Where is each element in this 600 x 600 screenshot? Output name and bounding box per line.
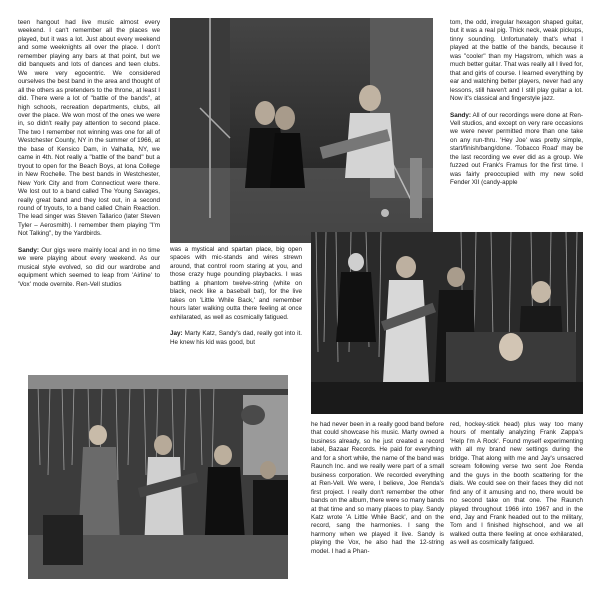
paragraph-text: was a mystical and spartan place, big open spaces with mic-stands and wires strewn around, that control room staring at you, and those crazy huge pounding playbacks. I was battling a phantom twelve-string (white on black, neck like a baseball bat), for the live takes on 'Little While Back,' and remember hours later walking outta there feeling at once exhilarated, as well as cosmically fatigued.	[170, 246, 302, 321]
speaker-label: Sandy:	[450, 111, 471, 119]
paragraph-text: red, hockey-stick head) plus way too many hours of mentally analyzing Frank Zappa's 'Help I'm A Rock'. Found myself experimenting with all my brand new settings during the bridge. That along with me and Jay's unsacred scream following verse two sent Joe Renda and the guys in the booth scattering for the dials. We could see on their faces they did not find any of it amusing and no, there would be no second take on that one. The Raunch played throughout 1966 into 1967 and in the end, Jay and Frank headed out to the military, Tom and I finished highschool, and we all walked outta there feeling at once exhilarated, as well as cosmically fatigued.	[450, 421, 583, 547]
paragraph-1	[18, 19, 160, 239]
paragraph-text: Our gigs were mainly local and in no time we were playing about every weekend. As our musical style evolved, so did our wardrobe and equipment which seemed to leap from 'Airline' to 'Vox' mode overnite. Ren-Vell studios	[18, 246, 160, 288]
paragraph-text: Marty Katz, Sandy's dad, really got into it. He knew his kid was good, but	[170, 330, 302, 346]
text-column-3-bottom	[450, 421, 583, 586]
paragraph-1	[311, 421, 444, 556]
photo-band-live-gig	[28, 375, 288, 579]
paragraph-text: teen hangout had live music almost every weekend. I can't remember all the places we played, but it was a lot. Just about every weekend and some weeknights all over the place. I don't remember playing any bars at that point, but we did banquets and lots of dances and teen clubs. We were very egocentric. We considered ourselves the best band in the area and thought of all the others as pretenders to the throne, at least I did. There were a lot of "battle of the bands", at high schools, recreation departments, clubs, all over the place. We won most of the ones we were in, so didn't really pay attention to second place. The two I remember not winning was one for all of Westchester County, NY in the summer of 1966, at the base of Kensico Dam, in Valhalla, NY, we came in 4th. Not really a "battle of the band" but a tryout to open for the Beach Boys, at Iona College in New Rochelle. The best bands in Westchester, New York City and from Connecticut were there. We lost out to a band called The Young Savages, really great band and they lost out, in a second round of tryouts, to a band called Chain Reaction. The lead singer was Steven Tallarico (later Steven Tyler – Aerosmith). I remember them playing "I'm Not Talking", by the Yardbirds.	[18, 19, 160, 238]
paragraph-1	[450, 19, 583, 104]
paragraph-text: All of our recordings were done at Ren-Vell studios, and except on very rare occasions we were never permitted more than one take on any run-thru. 'Hey Joe' was pretty simple, start/finish/bang/done. 'Tobacco Road' may be the last recording we ever did as a group. We fuzzed out Frank's Framus for the first time. I was fairly preoccupied with my new solid Fender XII (candy-apple	[450, 111, 583, 187]
speaker-label: Sandy:	[18, 246, 39, 254]
text-column-2-bottom	[311, 421, 444, 586]
paragraph-1	[170, 246, 302, 322]
photo-band-tinsel-stage	[311, 232, 583, 414]
paragraph-text: he had never been in a really good band before that could showcase his music. Marty owned a business already, so he just created a record label, Bazaar Records. He paid for everything and for a short while, the name of the band was Raunch Inc. and we really were part of a small business corporation. We recorded everything at Ren-Vell. We were, I believe, Joe Renda's first project. I really don't remember the other bands on the album, there were so many bands at that time and so many places to play. Sandy Katz wrote 'A Little While Back', and on the record, sang the harmonies. I sang the harmony when we played it live. Sandy is playing the Vox, he also had the 12-string model. I had a Phan-	[311, 421, 444, 555]
photo-band-tinsel-stage-image	[311, 232, 583, 414]
photo-band-studio	[170, 18, 433, 243]
text-column-2-middle	[170, 246, 302, 370]
paragraph-2	[450, 112, 583, 188]
speaker-label: Jay:	[170, 330, 183, 338]
photo-band-studio-image	[170, 18, 433, 243]
text-column-1	[18, 19, 160, 369]
photo-band-live-gig-image	[28, 375, 288, 579]
paragraph-2	[170, 330, 302, 347]
paragraph-2	[18, 247, 160, 289]
text-column-3	[450, 19, 583, 244]
paragraph-text: tom, the odd, irregular hexagon shaped guitar, but it was a real pig. Thick neck, weak pickups, tinny sounding. Unfortunately that's what I played at the battle of the bands, because it was "cooler" than my Hagstrom, which was a much better guitar. That was really all I lived for, that and girls of course. I learned everything by ear and watching better players, never had any lessons, still haven't and I still play guitar a lot. Now it's classical and fingerstyle jazz.	[450, 19, 583, 103]
paragraph-1	[450, 421, 583, 548]
